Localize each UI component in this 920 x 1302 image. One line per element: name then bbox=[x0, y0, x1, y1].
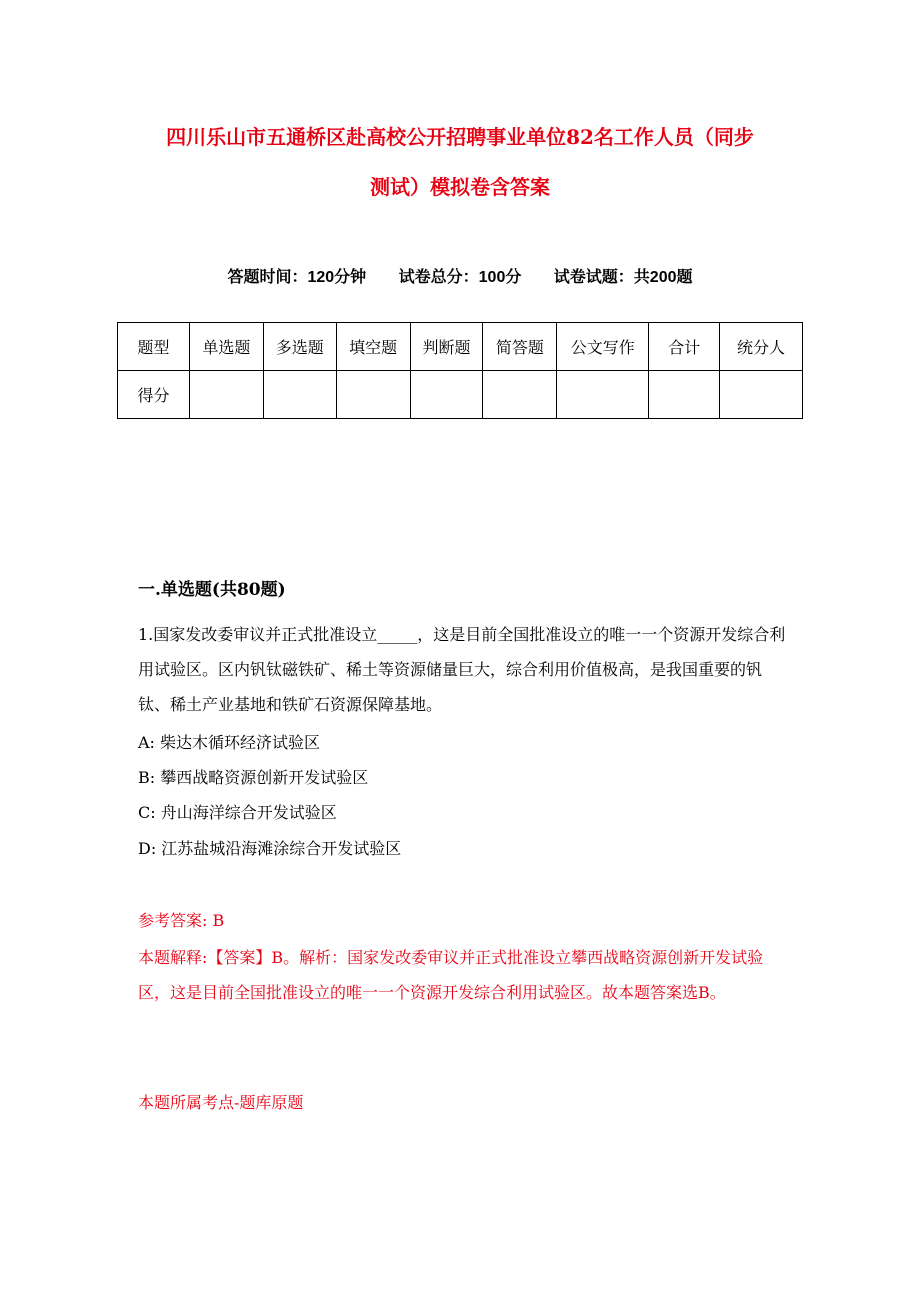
score-cell bbox=[649, 371, 720, 419]
score-table-header-cell: 公文写作 bbox=[557, 323, 649, 371]
score-table-header-cell: 简答题 bbox=[483, 323, 557, 371]
question-source: 本题所属考点-题库原题 bbox=[138, 1093, 304, 1112]
score-table bbox=[117, 322, 803, 419]
score-cell bbox=[410, 371, 483, 419]
score-table-header-cell: 多选题 bbox=[263, 323, 336, 371]
score-table-header-row bbox=[118, 323, 803, 371]
document-title bbox=[120, 112, 800, 212]
score-table-header-cell: 统分人 bbox=[720, 323, 803, 371]
score-table-header-cell: 单选题 bbox=[189, 323, 263, 371]
score-table-header-cell: 填空题 bbox=[336, 323, 410, 371]
option-d: D: 江苏盐城沿海滩涂综合开发试验区 bbox=[138, 839, 402, 858]
exam-total-questions: 试卷试题：共200题 bbox=[553, 269, 693, 286]
option-a: A: 柴达木循环经济试验区 bbox=[138, 733, 321, 752]
score-table-header-cell: 题型 bbox=[118, 323, 190, 371]
exam-total-score: 试卷总分：100分 bbox=[398, 269, 522, 286]
score-cell bbox=[336, 371, 410, 419]
score-table-score-row bbox=[118, 371, 803, 419]
title-line-1: 四川乐山市五通桥区赴高校公开招聘事业单位82名工作人员（同步 bbox=[166, 125, 754, 149]
section-heading: 一.单选题(共80题) bbox=[138, 580, 286, 600]
score-row-label: 得分 bbox=[118, 371, 190, 419]
exam-meta bbox=[0, 264, 920, 287]
score-cell bbox=[263, 371, 336, 419]
title-line-2: 测试）模拟卷含答案 bbox=[370, 175, 550, 199]
question-text: 1.国家发改委审议并正式批准设立_____，这是目前全国批准设立的唯一一个资源开发综合利用试验区。区内钒钛磁铁矿、稀土等资源储量巨大，综合利用价值极高，是我国重要的钒钛、稀土产业基地和铁矿石资源保障基地。 bbox=[138, 625, 786, 714]
score-table-header-cell: 合计 bbox=[649, 323, 720, 371]
option-c: C: 舟山海洋综合开发试验区 bbox=[138, 803, 337, 822]
score-cell bbox=[720, 371, 803, 419]
option-b: B: 攀西战略资源创新开发试验区 bbox=[138, 768, 369, 787]
reference-answer: 参考答案: B bbox=[138, 911, 225, 930]
score-table-header-cell: 判断题 bbox=[410, 323, 483, 371]
score-cell bbox=[483, 371, 557, 419]
exam-time: 答题时间：120分钟 bbox=[227, 269, 367, 286]
answer-explanation: 本题解释:【答案】B。解析：国家发改委审议并正式批准设立攀西战略资源创新开发试验区，这是目前全国批准设立的唯一一个资源开发综合利用试验区。故本题答案选B。 bbox=[138, 948, 764, 1002]
score-cell bbox=[189, 371, 263, 419]
score-cell bbox=[557, 371, 649, 419]
